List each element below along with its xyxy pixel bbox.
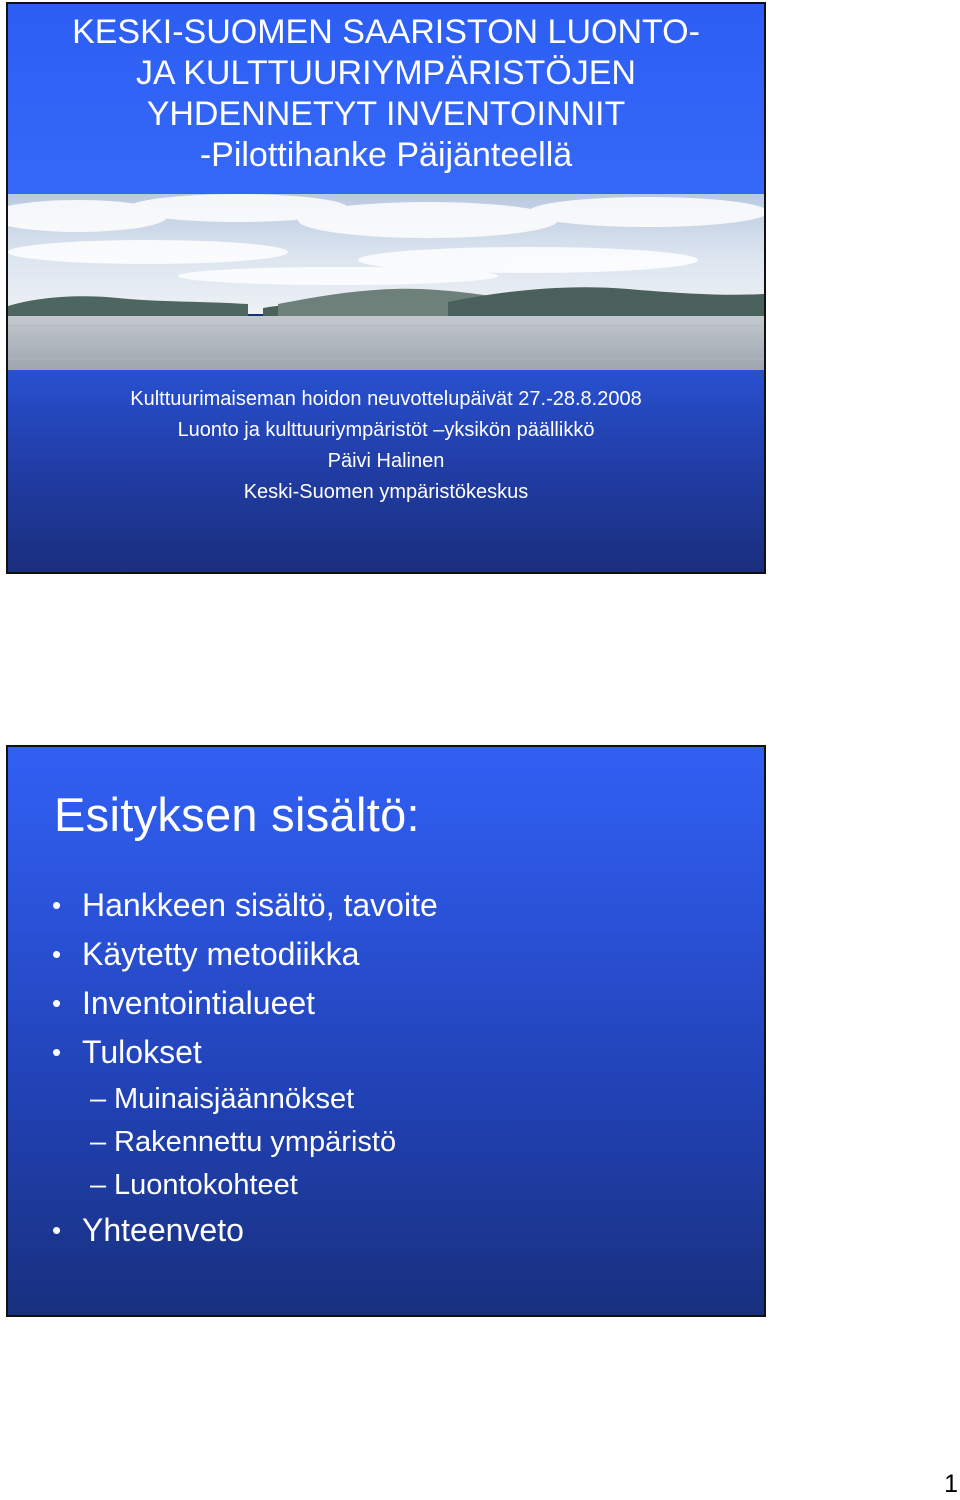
list-item-text: Tulokset bbox=[82, 1034, 202, 1070]
contents-title: Esityksen sisältö: bbox=[54, 788, 420, 841]
title-line: -Pilottihanke Päijänteellä bbox=[199, 136, 573, 174]
list-item bbox=[52, 1207, 438, 1256]
info-panel bbox=[8, 370, 764, 574]
role-line: Luonto ja kulttuuriympäristöt –yksikön päällikkö bbox=[177, 419, 595, 441]
bullet-icon: • bbox=[52, 1215, 62, 1245]
list-item bbox=[52, 882, 438, 931]
sub-list-item bbox=[52, 1164, 438, 1207]
page-number: 1 bbox=[944, 1470, 958, 1498]
contents-list bbox=[52, 882, 438, 1256]
list-item-text: Hankkeen sisältö, tavoite bbox=[82, 887, 438, 923]
list-item-text: Käytetty metodiikka bbox=[82, 936, 360, 972]
sub-list-item-text: Muinaisjäännökset bbox=[114, 1083, 355, 1115]
title-line: YHDENNETYT INVENTOINNIT bbox=[146, 95, 626, 133]
slide-title bbox=[8, 12, 764, 176]
list-item bbox=[52, 931, 438, 980]
bullet-icon: • bbox=[52, 939, 62, 969]
bullet-icon: • bbox=[52, 988, 62, 1018]
organization-line: Keski-Suomen ympäristökeskus bbox=[243, 481, 529, 503]
list-item-text: Yhteenveto bbox=[82, 1212, 244, 1248]
bullet-icon: • bbox=[52, 1037, 62, 1067]
title-line: JA KULTTUURIYMPÄRISTÖJEN bbox=[136, 54, 636, 92]
contents-slide bbox=[6, 745, 766, 1317]
dash-icon: – bbox=[90, 1083, 107, 1115]
bullet-icon: • bbox=[52, 890, 62, 920]
sub-list-item bbox=[52, 1078, 438, 1121]
dash-icon: – bbox=[90, 1126, 107, 1158]
dash-icon: – bbox=[90, 1169, 107, 1201]
list-item bbox=[52, 1029, 438, 1078]
list-item-text: Inventointialueet bbox=[82, 985, 316, 1021]
presentation-info bbox=[8, 384, 764, 508]
presenter-name: Päivi Halinen bbox=[327, 450, 445, 472]
title-slide bbox=[6, 2, 766, 574]
lake-landscape-photo bbox=[8, 194, 764, 370]
sub-list-item-text: Luontokohteet bbox=[114, 1169, 298, 1201]
title-line: KESKI-SUOMEN SAARISTON LUONTO- bbox=[72, 13, 700, 51]
event-line: Kulttuurimaiseman hoidon neuvottelupäivät 27.-28.8.2008 bbox=[130, 388, 642, 410]
list-item bbox=[52, 980, 438, 1029]
title-banner bbox=[8, 4, 764, 194]
sub-list-item-text: Rakennettu ympäristö bbox=[114, 1126, 397, 1158]
lake-water bbox=[8, 316, 764, 370]
sub-list-item bbox=[52, 1121, 438, 1164]
